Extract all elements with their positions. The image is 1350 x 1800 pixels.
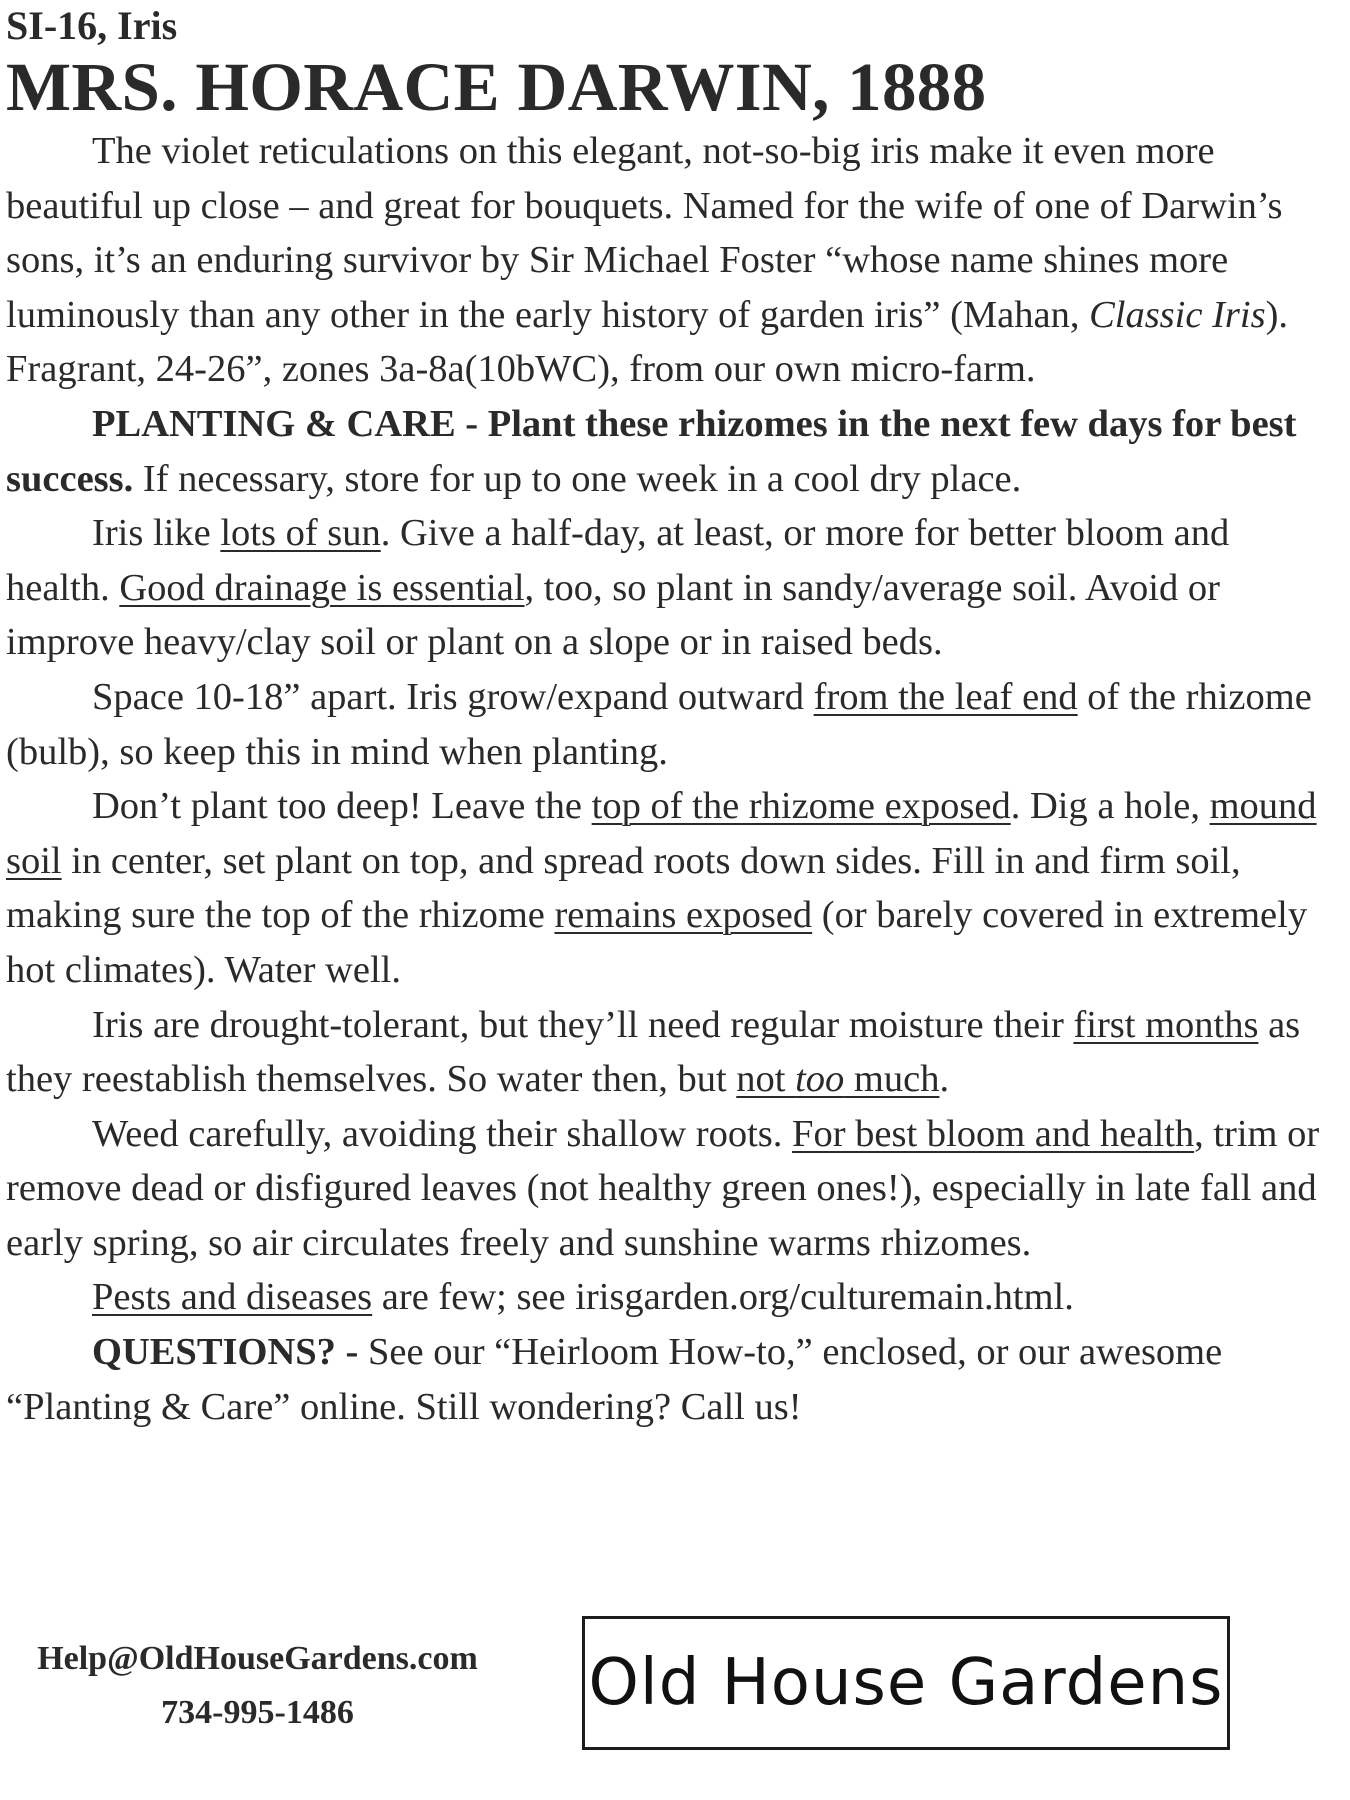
questions-heading: QUESTIONS? - xyxy=(92,1331,368,1374)
sun-text-3: , too, so plant in sandy/average soil. Avoid or improve heavy/clay soil or plant on a slope or in raised beds. xyxy=(6,566,1220,664)
sun-text-1: Iris like xyxy=(92,512,221,555)
pests-text: are few; see irisgarden.org/culturemain.html. xyxy=(372,1276,1074,1319)
planting-paragraph xyxy=(6,397,1336,506)
instruction-sheet xyxy=(6,0,1336,1434)
depth-underline-2: mound soil xyxy=(6,785,1317,882)
contact-info xyxy=(0,1632,515,1740)
water-paragraph xyxy=(6,998,1336,1107)
space-paragraph xyxy=(6,670,1336,779)
water-text-1: Iris are drought-tolerant, but they’ll need regular moisture their xyxy=(92,1003,1074,1046)
water-underline-1: first months xyxy=(1073,1003,1259,1046)
planting-heading: PLANTING & CARE - xyxy=(92,402,488,445)
depth-text-4: (or barely covered in extremely hot climates). Water well. xyxy=(6,894,1308,991)
intro-text-2: ). Fragrant, 24-26”, zones 3a-8a(10bWC), from our own micro-farm. xyxy=(6,293,1289,391)
weed-underline: For best bloom and health xyxy=(792,1112,1195,1155)
page-title: MRS. HORACE DARWIN, 1888 xyxy=(6,49,987,125)
questions-paragraph xyxy=(6,1325,1336,1434)
depth-paragraph xyxy=(6,779,1336,997)
depth-underline-1: top of the rhizome exposed xyxy=(591,785,1011,828)
sun-paragraph xyxy=(6,506,1336,670)
brand-logo xyxy=(582,1616,1230,1750)
contact-phone: 734-995-1486 xyxy=(161,1694,354,1731)
water-underline-2a: not xyxy=(736,1058,796,1101)
weed-text-2: , trim or remove dead or disfigured leaves (not healthy green ones!), especially in late fall and early spring, so air circulates freely and sunshine warms rhizomes. xyxy=(6,1112,1320,1264)
water-underline-2c: much xyxy=(844,1058,940,1101)
weed-paragraph xyxy=(6,1107,1336,1271)
space-text-1: Space 10-18” apart. Iris grow/expand outward xyxy=(92,675,814,718)
depth-text-1: Don’t plant too deep! Leave the xyxy=(92,785,592,828)
planting-bold-text: Plant these rhizomes in the next few days for best success. xyxy=(6,402,1297,500)
contact-email: Help@OldHouseGardens.com xyxy=(37,1640,478,1677)
water-underline-2b: too xyxy=(795,1058,845,1101)
book-title: Classic Iris xyxy=(1089,293,1266,336)
space-text-2: of the rhizome (bulb), so keep this in mind when planting. xyxy=(6,675,1312,773)
pests-paragraph xyxy=(6,1270,1336,1325)
product-code: SI-16, Iris xyxy=(6,3,178,48)
sun-underline-2: Good drainage is essential xyxy=(119,566,525,609)
water-text-2: as they reestablish themselves. So water then, but xyxy=(6,1003,1301,1101)
intro-text-1: The violet reticulations on this elegant, not-so-big iris make it even more beautiful up close – and great for bouquets. Named for the wife of one of Darwin’s sons, it’s an enduring survivor by Sir Michael Foster “whose name shines more luminously than any other in the early history of garden iris” (Mahan, xyxy=(6,130,1283,336)
sun-underline-1: lots of sun xyxy=(220,512,381,555)
intro-paragraph xyxy=(6,124,1336,397)
depth-underline-3: remains exposed xyxy=(554,894,813,937)
planting-text: If necessary, store for up to one week in a cool dry place. xyxy=(133,457,1022,500)
logo-text: Old House Gardens xyxy=(588,1646,1224,1720)
water-underline-2 xyxy=(736,1058,939,1100)
questions-text: See our “Heirloom How-to,” enclosed, or our awesome “Planting & Care” online. Still wondering? Call us! xyxy=(6,1331,1223,1428)
weed-text-1: Weed carefully, avoiding their shallow roots. xyxy=(92,1112,793,1155)
depth-text-2: . Dig a hole, xyxy=(1010,785,1210,828)
body-text xyxy=(6,124,1336,1434)
water-text-3: . xyxy=(939,1058,950,1101)
depth-text-3: in center, set plant on top, and spread roots down sides. Fill in and firm soil, making sure the top of the rhizome xyxy=(6,839,1241,937)
pests-underline: Pests and diseases xyxy=(92,1276,373,1319)
space-underline: from the leaf end xyxy=(813,675,1078,718)
sun-text-2: . Give a half-day, at least, or more for better bloom and health. xyxy=(6,512,1230,609)
